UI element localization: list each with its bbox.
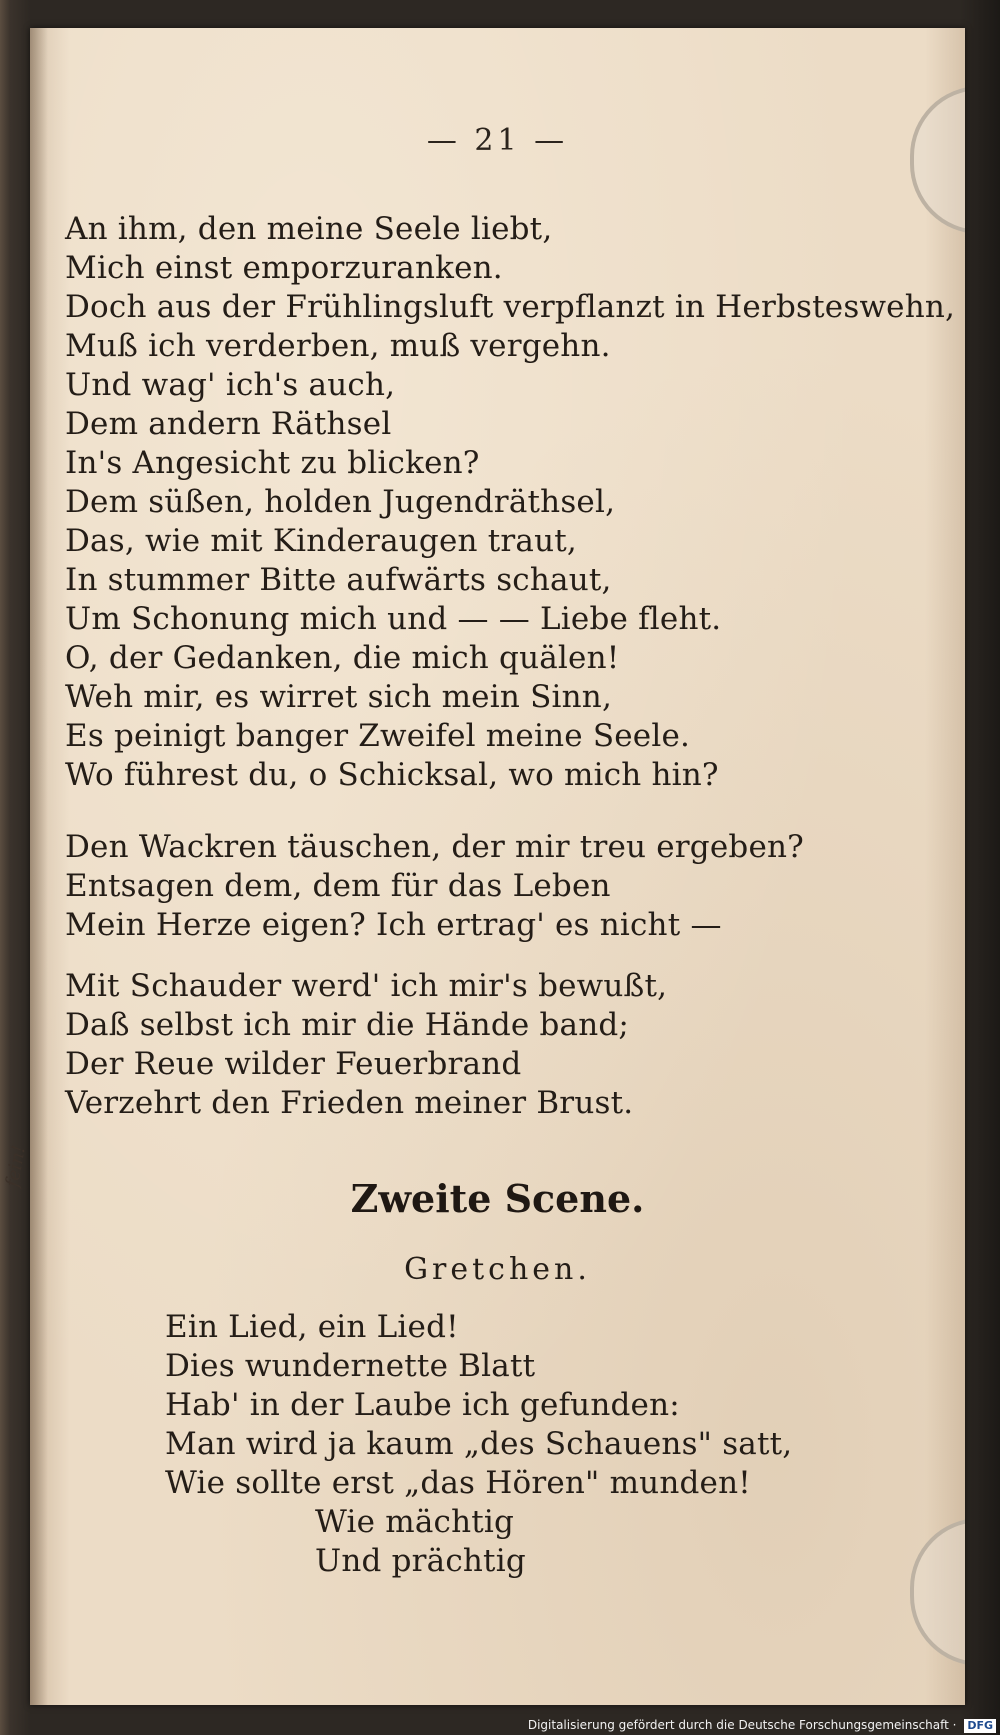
stanza-3 [65, 967, 667, 1123]
verse-line: Es peinigt banger Zweifel meine Seele. [65, 718, 691, 754]
verse-line: An ihm, den meine Seele liebt, [65, 211, 553, 247]
verse-line: Weh mir, es wirret sich mein Sinn, [65, 679, 612, 715]
verse-line: Wie mächtig [315, 1504, 515, 1540]
verse-line: Dem andern Räthsel [65, 406, 392, 442]
verse-line: Ein Lied, ein Lied! [165, 1309, 459, 1345]
verse-line: Daß selbst ich mir die Hände band; [65, 1007, 630, 1043]
verse-line: Und prächtig [315, 1543, 526, 1579]
verse-line: Mich einst emporzuranken. [65, 250, 503, 286]
verse-line: Verzehrt den Frieden meiner Brust. [65, 1085, 634, 1121]
verse-line: Hab' in der Laube ich gefunden: [165, 1387, 680, 1423]
page-gutter-shadow [30, 28, 48, 1705]
verse-line: Muß ich verderben, muß vergehn. [65, 328, 611, 364]
digitization-footer [528, 1718, 996, 1733]
verse-line: In's Angesicht zu blicken? [65, 445, 480, 481]
verse-line: Dem süßen, holden Jugendräthsel, [65, 484, 616, 520]
verse-line: O, der Gedanken, die mich quälen! [65, 640, 620, 676]
song-lines [165, 1308, 792, 1503]
verse-line: Wo führest du, o Schicksal, wo mich hin? [65, 757, 719, 793]
verse-line: Entsagen dem, dem für das Leben [65, 868, 611, 904]
page-number: — 21 — [426, 123, 569, 158]
verse-line: Mein Herze eigen? Ich ertrag' es nicht — [65, 907, 722, 943]
speaker-name: Gretchen. [404, 1252, 591, 1287]
verse-line: Man wird ja kaum „des Schauens" satt, [165, 1426, 793, 1462]
verse-line: Wie sollte erst „das Hören" munden! [165, 1465, 751, 1501]
verse-line: Der Reue wilder Feuerbrand [65, 1046, 522, 1082]
verse-line: In stummer Bitte aufwärts schaut, [65, 562, 612, 598]
stanza-1 [65, 210, 955, 795]
verse-line: Und wag' ich's auch, [65, 367, 396, 403]
book-page [30, 28, 965, 1705]
verse-line: Dies wundernette Blatt [165, 1348, 536, 1384]
footer-text: Digitalisierung gefördert durch die Deutsche Forschungsgemeinschaft · [527, 1718, 957, 1732]
stanza-2 [65, 828, 804, 945]
handwritten-margin-note: fein! [2, 1143, 30, 1189]
verse-line: Doch aus der Frühlingsluft verpflanzt in Herbsteswehn, [65, 289, 956, 325]
verse-line: Mit Schauder werd' ich mir's bewußt, [65, 968, 668, 1004]
dfg-logo: DFG [964, 1719, 996, 1733]
verse-line: Den Wackren täuschen, der mir treu ergeben? [65, 829, 804, 865]
page-clip-bottom [910, 1518, 965, 1666]
scene-title: Zweite Scene. [350, 1176, 645, 1221]
verse-line: Das, wie mit Kinderaugen traut, [65, 523, 577, 559]
song-indented-lines [315, 1503, 526, 1581]
verse-line: Um Schonung mich und — — Liebe fleht. [65, 601, 722, 637]
